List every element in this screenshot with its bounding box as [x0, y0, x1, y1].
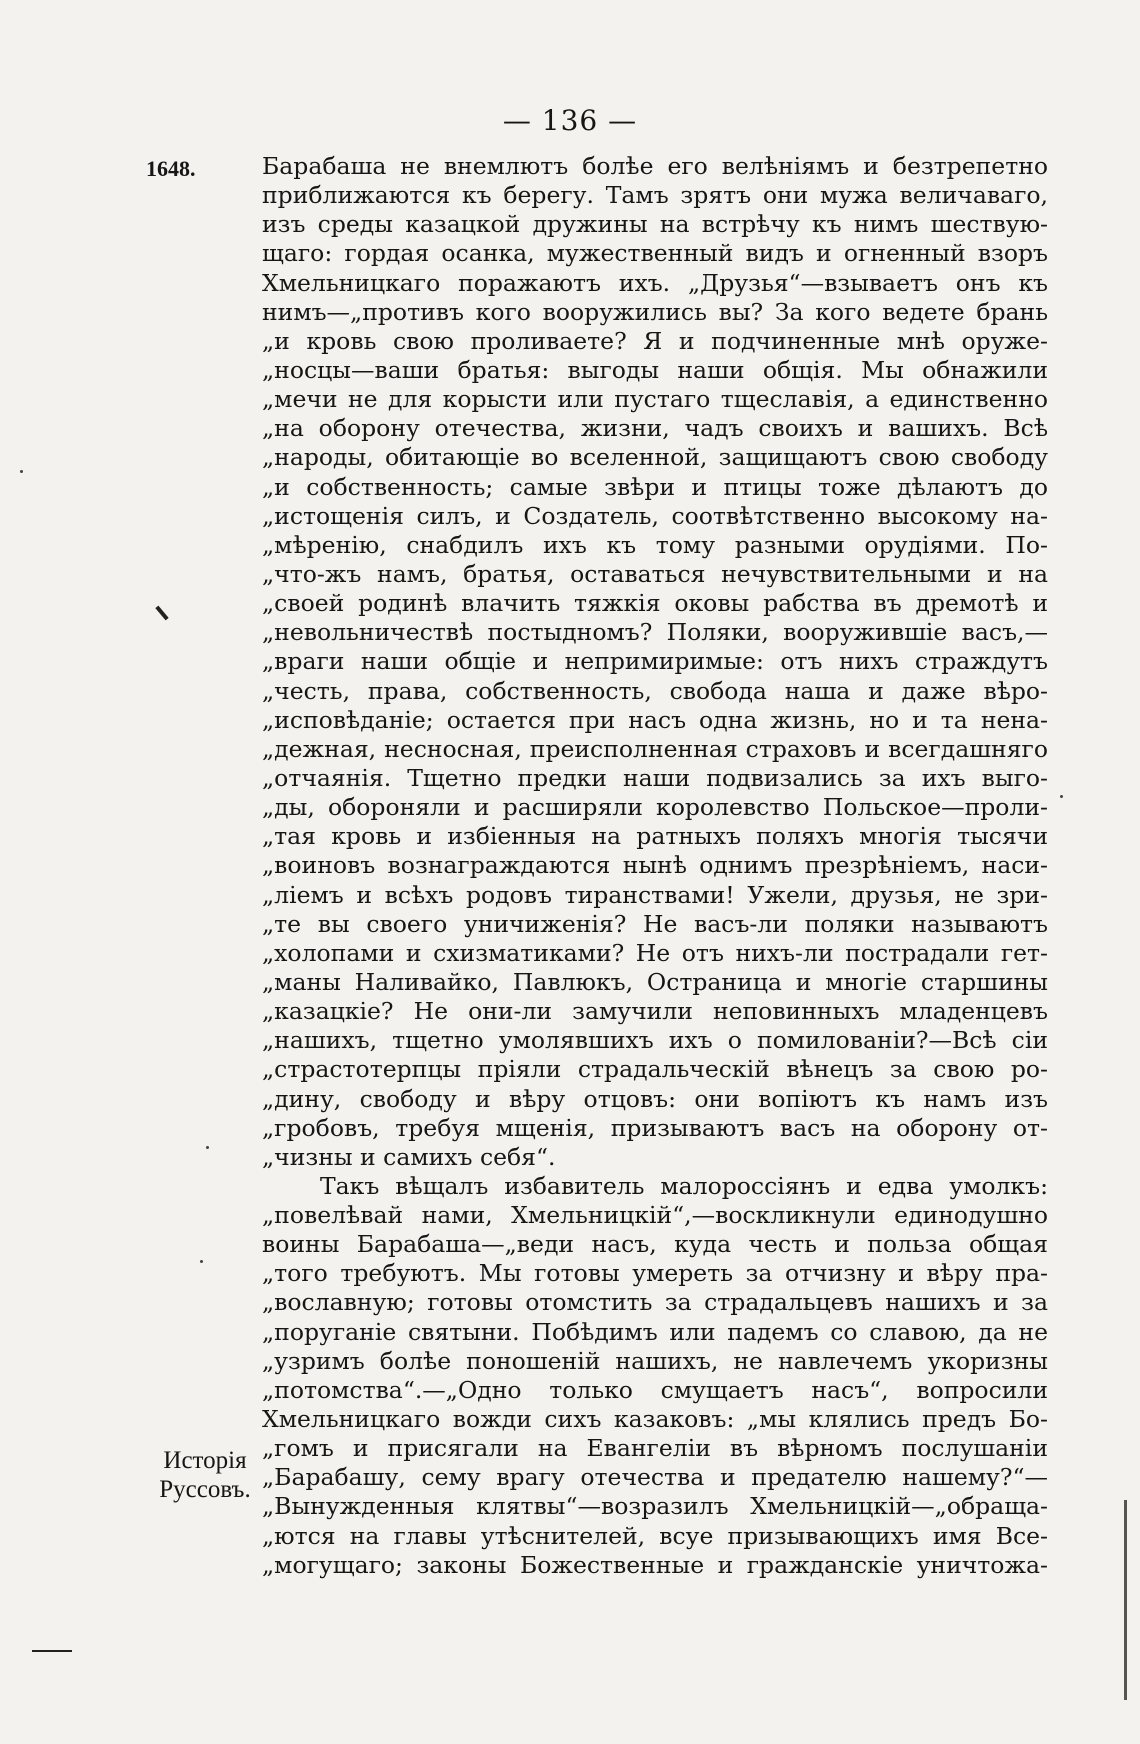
text-line: Барабаша не внемлютъ болѣе его велѣніямъ и безтрепетно [262, 152, 1048, 180]
text-line: „истощенія силъ, и Создатель, соотвѣтственно высокому на- [262, 501, 1048, 530]
text-line: изъ среды казацкой дружины на встрѣчу къ нимъ шествую- [262, 210, 1048, 239]
text-line: „узримъ болѣе поношеній нашихъ, не навлечемъ укоризны [262, 1346, 1048, 1375]
text-line: „маны Наливайко, Павлюкъ, Остраница и многіе старшины [262, 967, 1048, 996]
text-line: „гробовъ, требуя мщенія, призываютъ васъ на оборону от- [262, 1113, 1048, 1142]
text-line: „поруганіе святыни. Побѣдимъ или падемъ со славою, да не [262, 1317, 1048, 1346]
text-line: „казацкіе? Не они-ли замучили неповинныхъ младенцевъ [262, 997, 1048, 1026]
text-line: „нашихъ, тщетно умолявшихъ ихъ о помилованіи?—Всѣ сіи [262, 1026, 1048, 1055]
text-line: „гомъ и присягали на Евангеліи въ вѣрномъ послушаніи [262, 1434, 1048, 1463]
text-line: „мечи не для корысти или пустаго тщеславія, а единственно [262, 385, 1048, 414]
page-number: — 136 — [502, 104, 638, 137]
text-line: „Вынужденныя клятвы“—возразилъ Хмельницкій—„обраща- [262, 1492, 1048, 1521]
text-line: „те вы своего уничиженія? Не васъ-ли поляки называютъ [262, 909, 1048, 938]
text-line: „и кровь свою проливаете? Я и подчиненные мнѣ оруже- [262, 326, 1048, 355]
text-line: „повелѣвай нами, Хмельницкій“,—воскликнули единодушно [262, 1201, 1048, 1230]
text-line: „исповѣданіе; остается при насъ одна жизнь, но и та нена- [262, 705, 1048, 734]
scan-artifact [20, 470, 23, 473]
text-line: „дину, свободу и вѣру отцовъ: они вопіютъ къ намъ изъ [262, 1084, 1048, 1113]
text-line: „враги наши общіе и непримиримые: отъ нихъ страждутъ [262, 647, 1048, 676]
text-line: „честь, права, собственность, свобода наша и даже вѣро- [262, 676, 1048, 705]
text-line: „мѣренію, снабдилъ ихъ къ тому разными орудіями. По- [262, 530, 1048, 559]
text-line: „потомства“.—„Одно только смущаетъ насъ“, вопросили [262, 1375, 1048, 1404]
text-line: „ліемъ и всѣхъ родовъ тиранствами! Ужели, друзья, не зри- [262, 880, 1048, 909]
text-line: „своей родинѣ влачить тяжкія оковы рабства въ дремотѣ и [262, 589, 1048, 618]
text-line: воины Барабаша—„веди насъ, куда честь и польза общая [262, 1230, 1048, 1259]
text-line: „народы, обитающіе во вселенной, защищаютъ свою свободу [262, 443, 1048, 472]
scan-artifact [200, 1260, 203, 1263]
text-line: „вославную; готовы отомстить за страдальцевъ нашихъ и за [262, 1288, 1048, 1317]
text-line: „ются на главы утѣснителей, всуе призывающихъ имя Все- [262, 1521, 1048, 1550]
text-line: „носцы—ваши братья: выгоды наши общія. Мы обнажили [262, 355, 1048, 384]
margin-source-note [145, 1446, 265, 1504]
margin-year-note: 1648. [146, 156, 196, 181]
margin-source-line: Руссовъ. [159, 1476, 251, 1503]
text-line: нимъ—„противъ кого вооружились вы? За кого ведете брань [262, 297, 1048, 326]
text-line: „могущаго; законы Божественные и гражданскіе уничтожа- [262, 1550, 1048, 1579]
text-line: „тая кровь и избіенныя на ратныхъ поляхъ многія тысячи [262, 822, 1048, 851]
scan-artifact [206, 1146, 209, 1149]
text-line: Такъ вѣщалъ избавитель малороссіянъ и едва умолкъ: [320, 1171, 1048, 1200]
text-line: щаго: гордая осанка, мужественный видъ и огненный взоръ [262, 239, 1048, 268]
text-line: „невольничествѣ постыдномъ? Поляки, вооружившіе васъ,— [262, 618, 1048, 647]
text-line: „ды, обороняли и расширяли королевство Польское—проли- [262, 793, 1048, 822]
text-line: „чизны и самихъ себя“. [262, 1142, 556, 1171]
text-line: „на оборону отечества, жизни, чадъ своихъ и вашихъ. Всѣ [262, 414, 1048, 443]
margin-source-line: Исторія [163, 1447, 247, 1474]
text-line: Хмельницкаго вожди сихъ казаковъ: „мы клялись предъ Бо- [262, 1405, 1048, 1434]
text-line: „дежная, несносная, преисполненная страховъ и всегдашняго [262, 734, 1048, 763]
text-line: „холопами и схизматиками? Не отъ нихъ-ли пострадали гет- [262, 938, 1048, 967]
text-line: „воиновъ вознаграждаются нынѣ однимъ презрѣніемъ, наси- [262, 851, 1048, 880]
text-line: Хмельницкаго поражаютъ ихъ. „Друзья“—взываетъ онъ къ [262, 268, 1048, 297]
scan-artifact [1124, 1500, 1127, 1700]
text-line: приближаются къ берегу. Тамъ зрятъ они мужа величаваго, [262, 181, 1048, 210]
text-line: „что-жъ намъ, братья, оставаться нечувствительными и на [262, 559, 1048, 588]
text-line: „того требуютъ. Мы готовы умереть за отчизну и вѣру пра- [262, 1259, 1048, 1288]
text-line: „отчаянія. Тщетно предки наши подвизались за ихъ выго- [262, 763, 1048, 792]
text-line: „Барабашу, сему врагу отечества и предателю нашему?“— [262, 1463, 1048, 1492]
scan-artifact [32, 1650, 72, 1652]
scan-artifact [155, 606, 168, 621]
text-line: „и собственность; самые звѣри и птицы тоже дѣлаютъ до [262, 472, 1048, 501]
main-text-column [262, 152, 1048, 1580]
text-line: „страстотерпцы пріяли страдальческій вѣнецъ за свою ро- [262, 1055, 1048, 1084]
scan-artifact [1060, 795, 1063, 798]
